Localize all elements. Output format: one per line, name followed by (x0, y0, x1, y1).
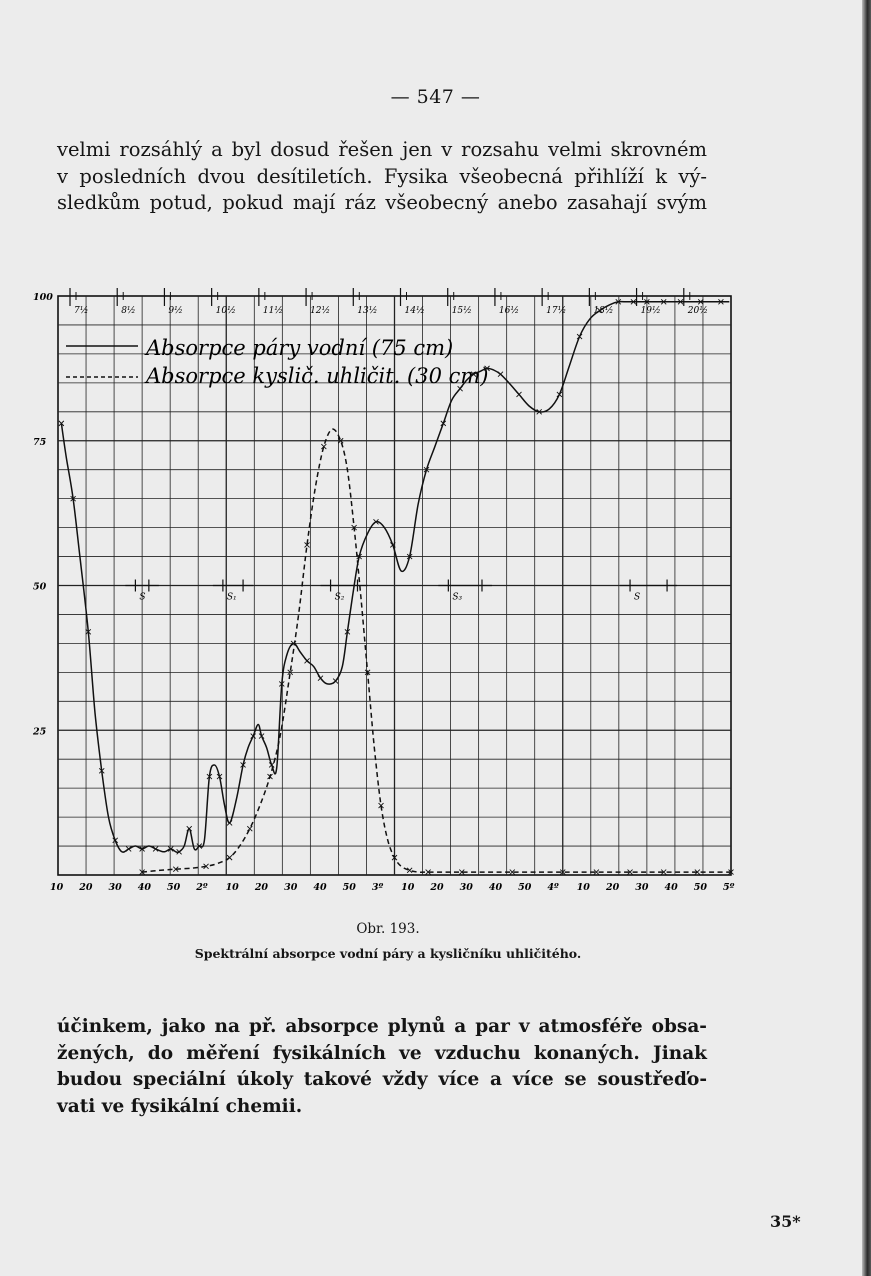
bottom-tick-label: 30 (108, 882, 122, 893)
y-axis-labels (32, 292, 53, 737)
bottom-tick-label: 20 (430, 882, 444, 893)
bottom-paragraph (57, 1014, 707, 1120)
top-tick-label: 16½ (498, 306, 520, 316)
top-tick-label: 9½ (168, 306, 183, 316)
top-tick-label: 13½ (357, 306, 378, 316)
water-vapor-point (305, 658, 310, 663)
top-axis-ticks (70, 288, 708, 316)
bottom-tick-label: 20 (254, 882, 269, 893)
paragraph-line: vati ve fysikální chemii. (57, 1095, 303, 1117)
bottom-tick-label: 2º (196, 882, 208, 893)
bottom-tick-label: 20 (79, 882, 93, 893)
bottom-tick-label: 10 (401, 882, 415, 893)
legend-label-carbon-dioxide: Absorpce kyslič. uhličit. (30 cm) (146, 364, 489, 388)
top-tick-label: 8½ (121, 306, 136, 316)
bottom-tick-label: 50 (342, 882, 356, 893)
paragraph-line: účinkem, jako na př. absorpce plynů a par v atmosféře obsa- (57, 1016, 707, 1037)
y-axis-label: 100 (33, 292, 53, 303)
paragraph-line: sledkům potud, pokud mají ráz všeobecný anebo zasahají svým (57, 191, 707, 214)
bottom-tick-label: 10 (576, 882, 590, 893)
top-tick-label: 12½ (310, 306, 331, 316)
paragraph-line: velmi rozsáhlý a byl dosud řešen jen v rozsahu velmi skrovném (57, 138, 707, 161)
band-label: S₁ (226, 592, 237, 603)
bottom-tick-label: 10 (50, 882, 64, 893)
legend-label-water-vapor: Absorpce páry vodní (75 cm) (146, 336, 454, 360)
y-axis-label: 50 (33, 581, 47, 593)
top-tick-label: 18½ (593, 306, 614, 316)
water-vapor-point (187, 826, 192, 831)
series-carbon-dioxide-line (142, 429, 731, 872)
paragraph-line: žených, do měření fysikálních ve vzduchu konaných. Jinak (57, 1042, 707, 1064)
page-edge (862, 0, 871, 1276)
water-vapor-point (318, 676, 323, 681)
top-tick-label: 11½ (262, 306, 284, 316)
top-tick-label: 7½ (74, 306, 89, 316)
figure-number: Obr. 193. (356, 921, 420, 937)
chart-legend (66, 336, 489, 388)
bottom-tick-label: 40 (313, 882, 327, 893)
top-tick-label: 10½ (215, 306, 236, 316)
bottom-tick-label: 4º (547, 882, 559, 893)
signature-mark: 35* (770, 1212, 801, 1231)
bottom-tick-label: 40 (488, 882, 503, 893)
carbon-dioxide-point (247, 826, 252, 831)
band-label: S₂ (334, 592, 345, 603)
water-vapor-point (126, 846, 131, 851)
y-axis-label: 75 (33, 436, 47, 448)
top-tick-label: 15½ (451, 306, 472, 316)
bottom-tick-label: 30 (635, 882, 649, 893)
bottom-tick-label: 30 (459, 882, 473, 893)
water-vapor-point (333, 679, 338, 684)
top-tick-label: 19½ (640, 306, 661, 316)
y-axis-label: 25 (33, 726, 47, 738)
band-label: S (139, 592, 146, 603)
bottom-tick-label: 40 (664, 882, 678, 893)
bottom-tick-label: 3º (371, 882, 384, 893)
band-label: S₃ (452, 592, 463, 603)
bottom-axis-labels (50, 882, 735, 893)
carbon-dioxide-point (227, 855, 232, 860)
bottom-tick-label: 10 (225, 882, 239, 893)
top-tick-label: 17½ (546, 306, 567, 316)
bottom-tick-label: 50 (518, 882, 532, 893)
top-tick-label: 20½ (687, 306, 708, 316)
figure-caption: Spektrální absorpce vodní páry a kysličníku uhličitého. (194, 946, 582, 961)
paragraph-line: budou speciální úkoly takové vždy více a více se soustřeďo- (57, 1069, 707, 1090)
bottom-tick-label: 50 (693, 882, 707, 893)
bottom-tick-label: 40 (137, 882, 152, 893)
water-vapor-point (517, 392, 522, 397)
bottom-tick-label: 50 (167, 882, 181, 893)
paragraph-line: v posledních dvou desítiletích. Fysika všeobecná přihlíží k vý- (57, 164, 707, 188)
page-number: — 547 — (390, 86, 481, 108)
top-tick-label: 14½ (404, 306, 425, 316)
bottom-tick-label: 30 (284, 882, 298, 893)
band-markers (125, 580, 677, 603)
water-vapor-point (227, 820, 232, 825)
water-vapor-point (498, 372, 503, 377)
bottom-tick-label: 20 (605, 882, 620, 893)
bottom-tick-label: 5º (723, 882, 735, 893)
band-label: S (634, 592, 641, 603)
